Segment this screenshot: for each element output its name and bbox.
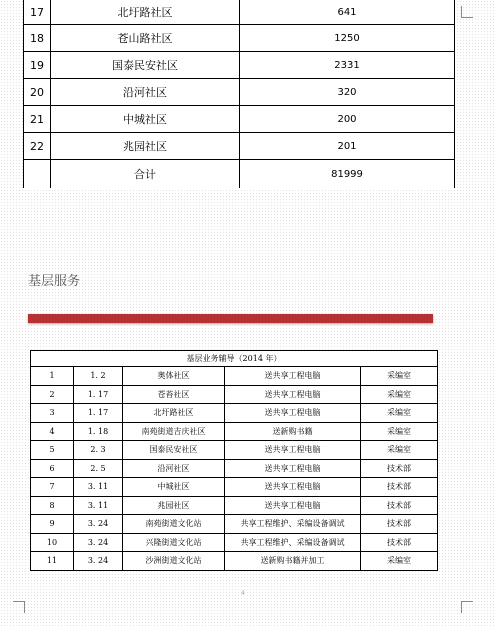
date-cell: 1. 17 — [74, 385, 123, 404]
place-cell: 中城社区 — [123, 478, 225, 497]
task-cell: 送新购书籍 — [225, 422, 361, 441]
row-number: 8 — [31, 496, 74, 515]
row-number: 11 — [31, 552, 74, 571]
row-number: 18 — [24, 25, 51, 52]
table-row — [24, 79, 455, 106]
row-number: 21 — [24, 106, 51, 133]
date-cell: 3. 24 — [74, 552, 123, 571]
department-cell: 技术部 — [361, 515, 438, 534]
row-number: 5 — [31, 441, 74, 460]
task-cell: 送共享工程电脑 — [225, 441, 361, 460]
count-value: 1250 — [240, 25, 455, 52]
task-cell: 送共享工程电脑 — [225, 478, 361, 497]
place-cell: 北圩路社区 — [123, 404, 225, 423]
total-label: 合计 — [51, 160, 240, 189]
row-number: 3 — [31, 404, 74, 423]
task-cell: 送共享工程电脑 — [225, 459, 361, 478]
row-number: 1 — [31, 367, 74, 386]
row-number: 20 — [24, 79, 51, 106]
crop-mark-bottom-right — [461, 601, 473, 613]
row-number: 7 — [31, 478, 74, 497]
count-value: 641 — [240, 0, 455, 25]
date-cell: 3. 11 — [74, 496, 123, 515]
department-cell: 技术部 — [361, 478, 438, 497]
row-number: 22 — [24, 133, 51, 160]
table-row — [31, 441, 438, 460]
row-number: 4 — [31, 422, 74, 441]
place-cell: 国泰民安社区 — [123, 441, 225, 460]
date-cell: 1. 2 — [74, 367, 123, 386]
page-number: 4 — [241, 590, 245, 597]
date-cell: 1. 18 — [74, 422, 123, 441]
department-cell: 采编室 — [361, 552, 438, 571]
total-value: 81999 — [240, 160, 455, 189]
total-row — [24, 160, 455, 189]
place-cell: 兴隆街道文化站 — [123, 533, 225, 552]
community-name: 沿河社区 — [51, 79, 240, 106]
table-row — [31, 552, 438, 571]
total-empty-cell — [24, 160, 51, 189]
table-title-row — [31, 351, 438, 367]
date-cell: 1. 17 — [74, 404, 123, 423]
crop-mark-bottom-left — [13, 601, 25, 613]
table-row — [31, 367, 438, 386]
row-number: 6 — [31, 459, 74, 478]
task-cell: 送共享工程电脑 — [225, 367, 361, 386]
table-row — [31, 404, 438, 423]
place-cell: 南苑街道文化站 — [123, 515, 225, 534]
community-name: 中城社区 — [51, 106, 240, 133]
table-row — [24, 0, 455, 25]
table-row — [31, 515, 438, 534]
department-cell: 技术部 — [361, 533, 438, 552]
place-cell: 沿河社区 — [123, 459, 225, 478]
task-cell: 共享工程维护、采编设备调试 — [225, 533, 361, 552]
department-cell: 采编室 — [361, 385, 438, 404]
row-number: 19 — [24, 52, 51, 79]
place-cell: 沙洲街道文化站 — [123, 552, 225, 571]
community-name: 苍山路社区 — [51, 25, 240, 52]
table-row — [31, 533, 438, 552]
place-cell: 苍苔社区 — [123, 385, 225, 404]
section-heading: 基层服务 — [28, 274, 81, 289]
place-cell: 兆园社区 — [123, 496, 225, 515]
task-cell: 送新购书籍并加工 — [225, 552, 361, 571]
date-cell: 2. 5 — [74, 459, 123, 478]
department-cell: 技术部 — [361, 459, 438, 478]
table-row — [31, 478, 438, 497]
section-divider-bar — [28, 314, 433, 323]
task-cell: 送共享工程电脑 — [225, 496, 361, 515]
department-cell: 采编室 — [361, 422, 438, 441]
community-name: 国泰民安社区 — [51, 52, 240, 79]
place-cell: 南苑街道吉庆社区 — [123, 422, 225, 441]
table-row — [31, 422, 438, 441]
task-cell: 送共享工程电脑 — [225, 404, 361, 423]
date-cell: 3. 24 — [74, 515, 123, 534]
department-cell: 采编室 — [361, 404, 438, 423]
table-row — [24, 133, 455, 160]
community-name: 北圩路社区 — [51, 0, 240, 25]
department-cell: 采编室 — [361, 441, 438, 460]
department-cell: 采编室 — [361, 367, 438, 386]
row-number: 9 — [31, 515, 74, 534]
crop-mark-top-right — [461, 6, 473, 18]
table-row — [24, 52, 455, 79]
table-row — [31, 459, 438, 478]
row-number: 10 — [31, 533, 74, 552]
department-cell: 技术部 — [361, 496, 438, 515]
count-value: 320 — [240, 79, 455, 106]
date-cell: 3. 24 — [74, 533, 123, 552]
table-row — [24, 106, 455, 133]
task-cell: 送共享工程电脑 — [225, 385, 361, 404]
count-value: 2331 — [240, 52, 455, 79]
place-cell: 奥体社区 — [123, 367, 225, 386]
table-row — [31, 385, 438, 404]
table-title: 基层业务辅导（2014 年） — [31, 351, 438, 367]
table-row — [31, 496, 438, 515]
date-cell: 2. 3 — [74, 441, 123, 460]
row-number: 17 — [24, 0, 51, 25]
date-cell: 3. 11 — [74, 478, 123, 497]
task-cell: 共享工程维护、采编设备调试 — [225, 515, 361, 534]
community-name: 兆园社区 — [51, 133, 240, 160]
table-row — [24, 25, 455, 52]
community-count-table — [23, 0, 455, 188]
count-value: 200 — [240, 106, 455, 133]
business-guidance-table — [30, 350, 438, 571]
row-number: 2 — [31, 385, 74, 404]
count-value: 201 — [240, 133, 455, 160]
